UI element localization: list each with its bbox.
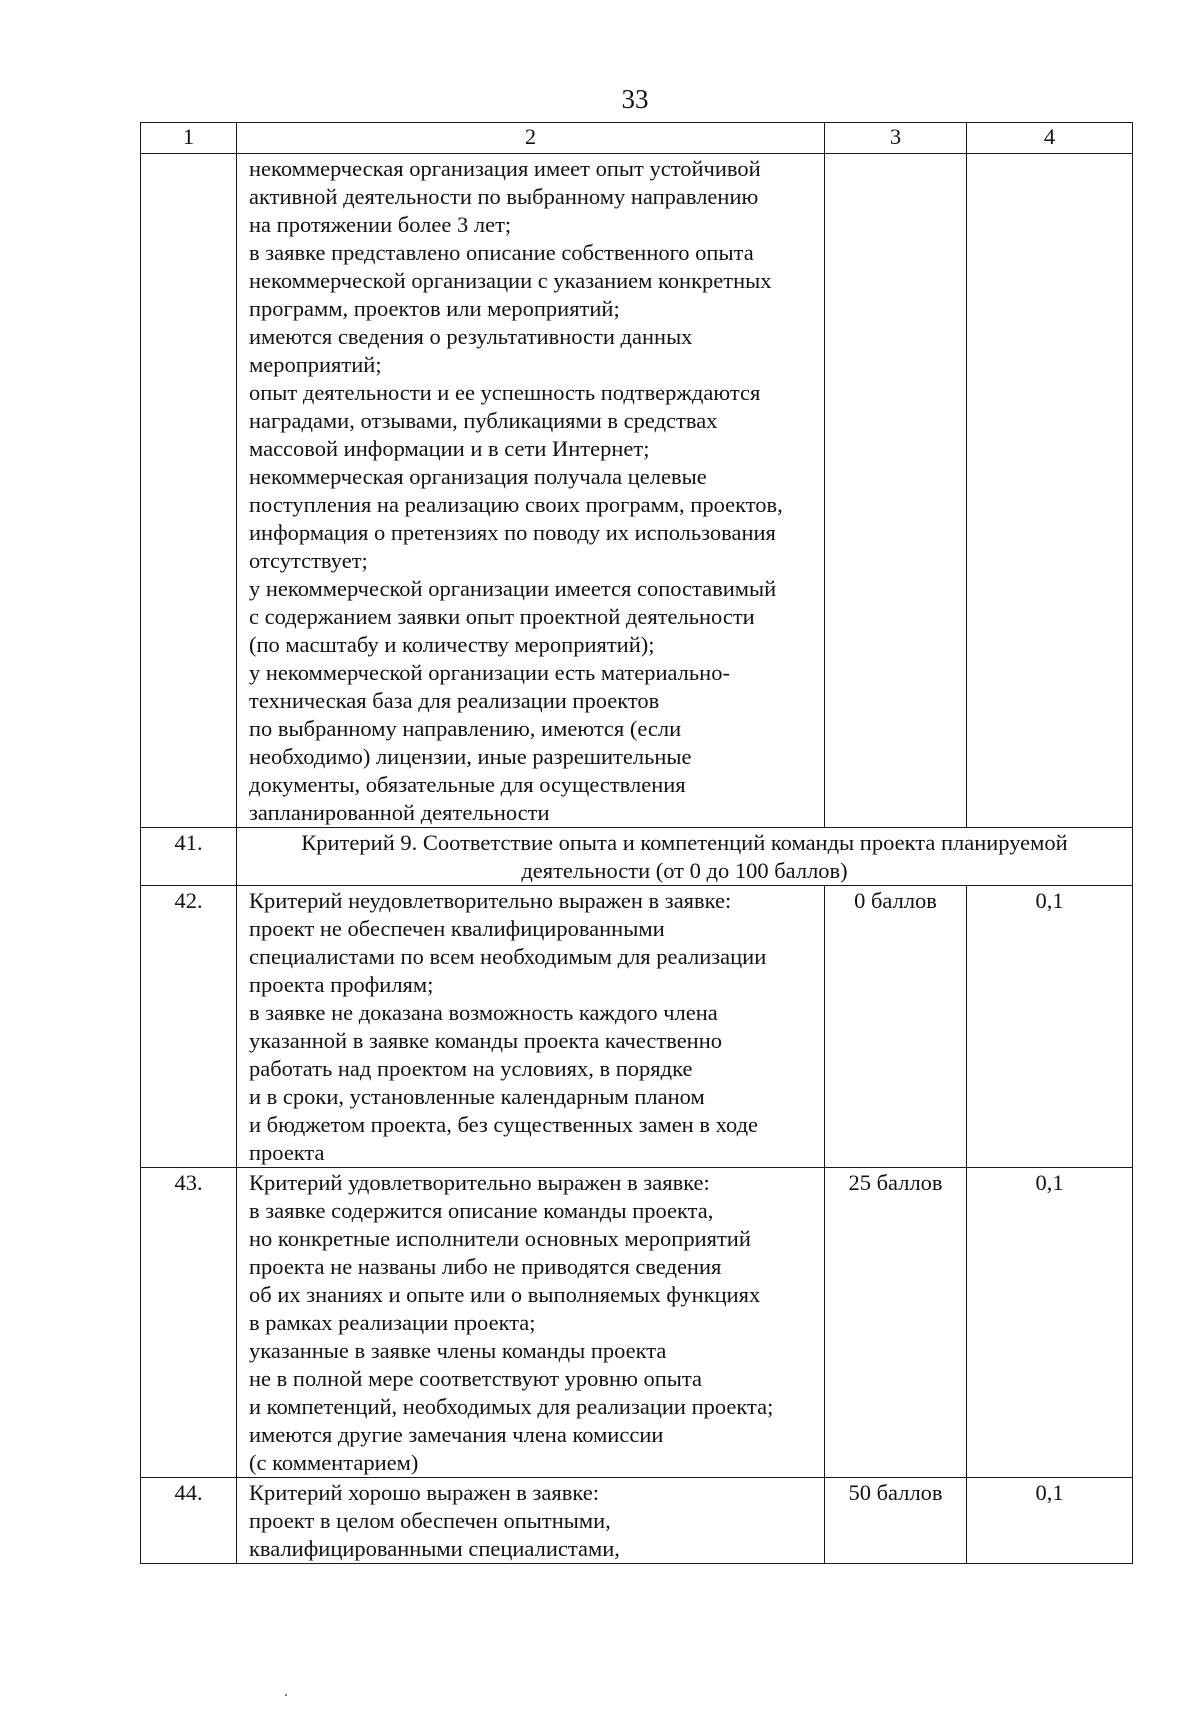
header-col-1: 1 <box>141 123 237 154</box>
text-line: проекта <box>249 1140 325 1165</box>
text-line: документы, обязательные для осуществления <box>249 772 686 797</box>
text-line: указанной в заявке команды проекта качественно <box>249 1028 723 1053</box>
weight-cell <box>967 154 1133 828</box>
text-line: в заявке содержится описание команды проекта, <box>249 1198 714 1223</box>
text-line: поступления на реализацию своих программ, проектов, <box>249 492 783 517</box>
weight-cell: 0,1 <box>967 1478 1133 1564</box>
text-line: массовой информации и в сети Интернет; <box>249 436 650 461</box>
row-number <box>141 154 237 828</box>
text-line: у некоммерческой организации есть материально- <box>249 660 730 685</box>
criterion-text <box>237 1168 825 1478</box>
table-row <box>141 886 1133 1168</box>
criterion-lines <box>249 1169 816 1477</box>
table-row <box>141 1478 1133 1564</box>
text-line: некоммерческая организация получала целевые <box>249 464 707 489</box>
table-header-row <box>141 123 1133 154</box>
row-number: 42. <box>141 886 237 1168</box>
text-line: некоммерческой организации с указанием конкретных <box>249 268 772 293</box>
criterion-text <box>237 1478 825 1564</box>
text-line: в рамках реализации проекта; <box>249 1310 536 1335</box>
page-number: 33 <box>621 84 649 114</box>
text-line: указанные в заявке члены команды проекта <box>249 1338 667 1363</box>
score-cell: 50 баллов <box>825 1478 967 1564</box>
criterion-lines <box>249 155 816 827</box>
continuation-row <box>141 154 1133 828</box>
text-line: (по масштабу и количеству мероприятий); <box>249 632 655 657</box>
score-cell: 25 баллов <box>825 1168 967 1478</box>
criterion-lines <box>249 1479 816 1563</box>
text-line: работать над проектом на условиях, в порядке <box>249 1056 693 1081</box>
text-line: отсутствует; <box>249 548 368 573</box>
text-line: Критерий удовлетворительно выражен в заявке: <box>249 1170 710 1195</box>
weight-cell: 0,1 <box>967 886 1133 1168</box>
text-line: техническая база для реализации проектов <box>249 688 660 713</box>
text-line: в заявке представлено описание собственного опыта <box>249 240 754 265</box>
text-line: и бюджетом проекта, без существенных замен в ходе <box>249 1112 759 1137</box>
score-cell: 0 баллов <box>825 886 967 1168</box>
text-line: и компетенций, необходимых для реализации проекта; <box>249 1394 774 1419</box>
text-line: специалистами по всем необходимым для реализации <box>249 944 767 969</box>
text-line: но конкретные исполнители основных мероприятий <box>249 1226 751 1251</box>
text-line: имеются другие замечания члена комиссии <box>249 1422 664 1447</box>
header-col-2: 2 <box>237 123 825 154</box>
text-line: (с комментарием) <box>249 1450 419 1475</box>
text-line: активной деятельности по выбранному направлению <box>249 184 759 209</box>
text-line: с содержанием заявки опыт проектной деятельности <box>249 604 755 629</box>
score-cell <box>825 154 967 828</box>
section-title-lines <box>241 829 1128 885</box>
text-line: не в полной мере соответствуют уровню опыта <box>249 1366 703 1391</box>
text-line: проект не обеспечен квалифицированными <box>249 916 665 941</box>
text-line: имеются сведения о результативности данных <box>249 324 693 349</box>
section-title <box>237 828 1133 886</box>
criterion-lines <box>249 887 816 1167</box>
row-number: 43. <box>141 1168 237 1478</box>
text-line: запланированной деятельности <box>249 800 550 825</box>
text-line: на протяжении более 3 лет; <box>249 212 512 237</box>
text-line: квалифицированными специалистами, <box>249 1536 620 1561</box>
header-col-4: 4 <box>967 123 1133 154</box>
text-line: необходимо) лицензии, иные разрешительные <box>249 744 692 769</box>
text-line: Критерий 9. Соответствие опыта и компетенций команды проекта планируемой <box>301 830 1068 855</box>
text-line: проекта не названы либо не приводятся сведения <box>249 1254 722 1279</box>
text-line: у некоммерческой организации имеется сопоставимый <box>249 576 777 601</box>
text-line: опыт деятельности и ее успешность подтверждаются <box>249 380 761 405</box>
text-line: Критерий неудовлетворительно выражен в заявке: <box>249 888 732 913</box>
text-line: информация о претензиях по поводу их использования <box>249 520 776 545</box>
criterion-text <box>237 154 825 828</box>
row-number: 41. <box>141 828 237 886</box>
text-line: программ, проектов или мероприятий; <box>249 296 620 321</box>
text-line: и в сроки, установленные календарным планом <box>249 1084 705 1109</box>
text-line: в заявке не доказана возможность каждого члена <box>249 1000 718 1025</box>
text-line: Критерий хорошо выражен в заявке: <box>249 1480 600 1505</box>
text-line: об их знаниях и опыте или о выполняемых функциях <box>249 1282 761 1307</box>
weight-cell: 0,1 <box>967 1168 1133 1478</box>
text-line: проекта профилям; <box>249 972 434 997</box>
text-line: деятельности (от 0 до 100 баллов) <box>521 858 848 883</box>
text-line: по выбранному направлению, имеются (если <box>249 716 682 741</box>
text-line: наградами, отзывами, публикациями в средствах <box>249 408 718 433</box>
row-number: 44. <box>141 1478 237 1564</box>
text-line: мероприятий; <box>249 352 382 377</box>
criterion-text <box>237 886 825 1168</box>
scan-speck <box>285 1694 287 1696</box>
text-line: некоммерческая организация имеет опыт устойчивой <box>249 156 761 181</box>
criteria-table <box>140 122 1133 1564</box>
table-row <box>141 1168 1133 1478</box>
header-col-3: 3 <box>825 123 967 154</box>
section-row <box>141 828 1133 886</box>
text-line: проект в целом обеспечен опытными, <box>249 1508 611 1533</box>
